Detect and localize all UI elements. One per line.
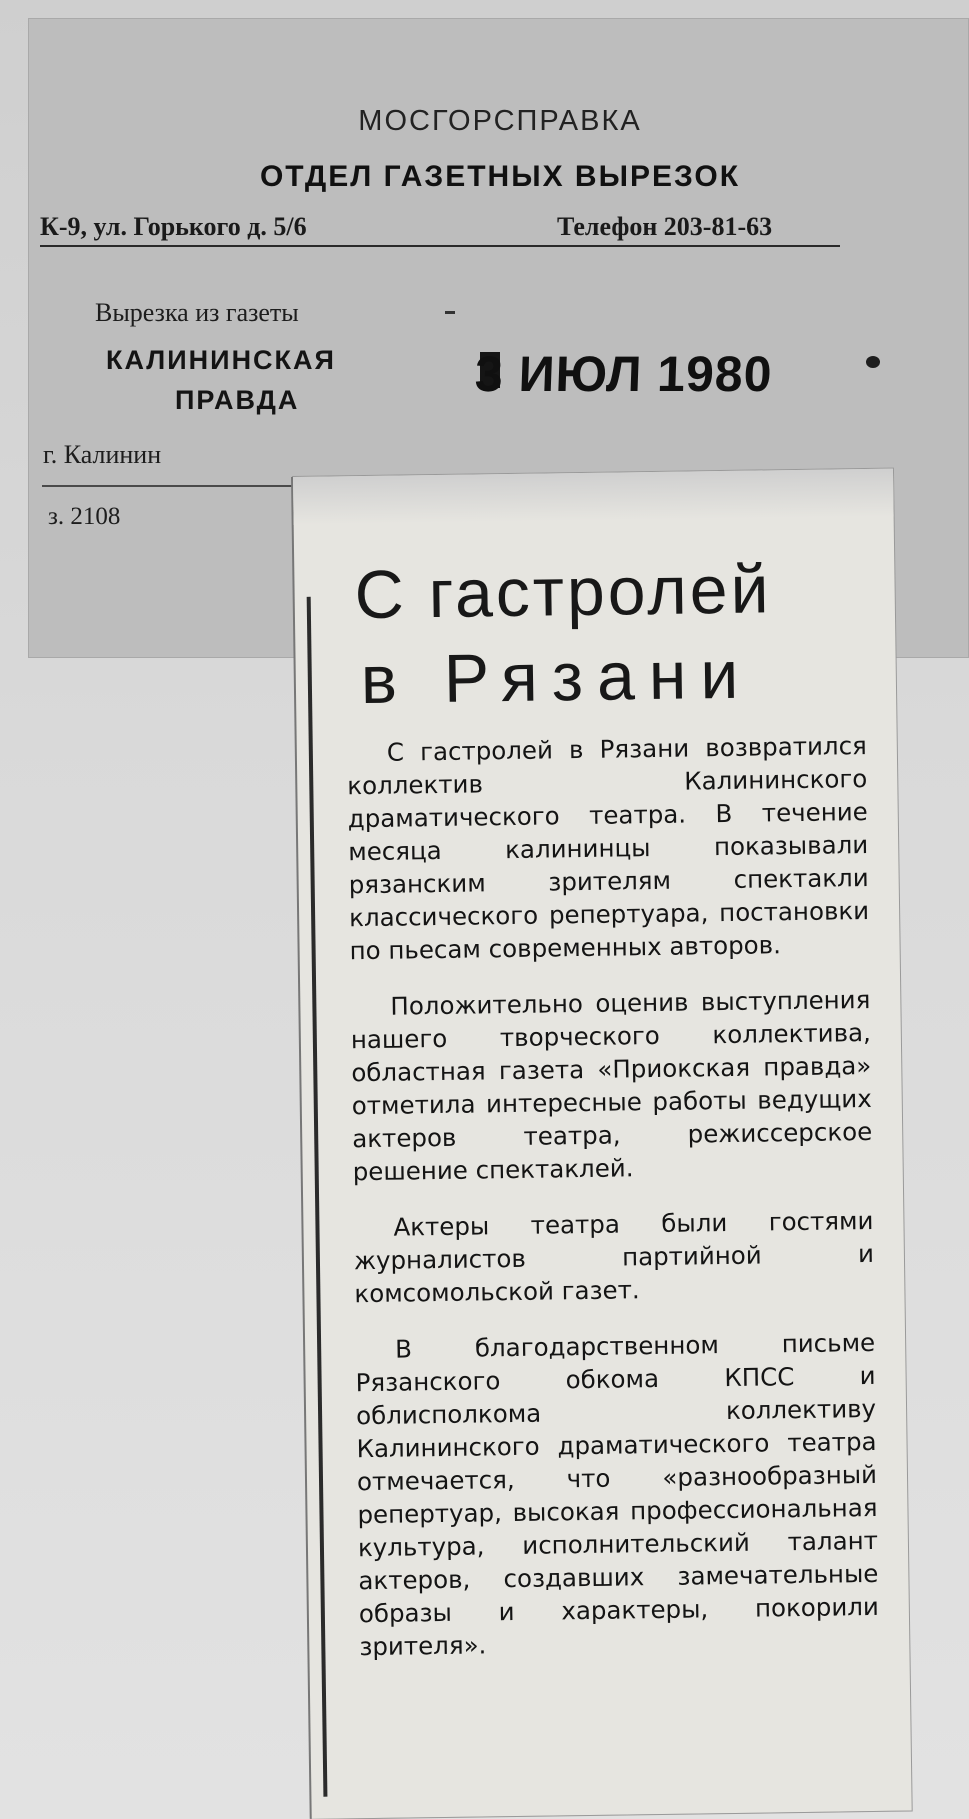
headline-line1: С гастролей — [354, 551, 773, 634]
agency-name: МОСГОРСПРАВКА — [358, 105, 642, 137]
city-rule — [42, 485, 297, 487]
newspaper-name-line2: ПРАВДА — [175, 385, 300, 415]
article-paragraph: Актеры театра были гостями журналистов партийной и комсомольской газет. — [353, 1205, 875, 1309]
ink-dot — [866, 356, 880, 368]
date-stamp: 3 ИЮЛ 1980 — [474, 346, 774, 402]
article-paragraph: Положительно оценив выступления нашего творческого коллектива, областная газета «Приокская правда» отметила интересные работы ведущих актеров театра, режиссерское решение спектаклей. — [350, 984, 873, 1187]
headline-line2: в Рязани — [360, 636, 753, 719]
clipping-top-edge — [293, 469, 894, 525]
address: К-9, ул. Горького д. 5/6 — [40, 212, 307, 241]
ink-mark — [445, 311, 455, 314]
clip-label: Вырезка из газеты — [95, 298, 299, 327]
article-paragraph: С гастролей в Рязани возвратился коллектив Калининского драматического театра. В течение месяца калининцы показывали рязанским зрителям спектакли классического репертуара, постановки по пьесам современных авторов. — [347, 731, 870, 966]
article-body — [347, 729, 880, 1686]
column-rule — [307, 597, 328, 1797]
newspaper-name-line1: КАЛИНИНСКАЯ — [106, 345, 336, 375]
department-name: ОТДЕЛ ГАЗЕТНЫХ ВЫРЕЗОК — [259, 160, 741, 193]
city: г. Калинин — [43, 440, 162, 469]
newspaper-clipping — [293, 469, 912, 1819]
article-paragraph: В благодарственном письме Рязанского обкома КПСС и облисполкома коллективу Калининского драматического театра отмечается, что «разнообразный репертуар, высокая профессиональная культура, исполнительский талант актеров, создавших замечательные образы и характеры, покорили зрителя». — [355, 1327, 880, 1662]
order-number: з. 2108 — [48, 503, 121, 530]
phone: Телефон 203-81-63 — [557, 212, 773, 241]
header-rule — [40, 245, 840, 247]
